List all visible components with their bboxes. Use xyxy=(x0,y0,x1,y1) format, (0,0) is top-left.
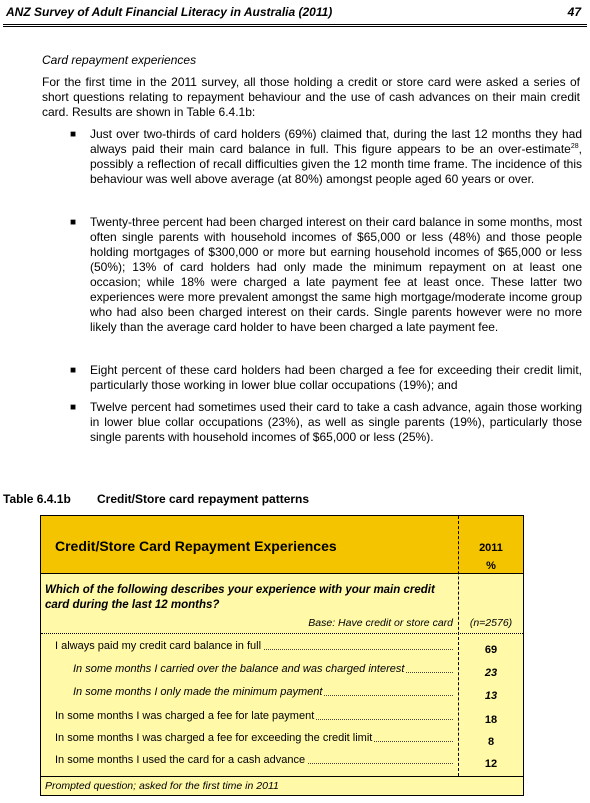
row-value: 69 xyxy=(484,644,498,656)
row-label: In some months I only made the minimum payment xyxy=(73,686,323,698)
row-value: 23 xyxy=(484,667,498,679)
document-title: ANZ Survey of Adult Financial Literacy in Australia (2011) xyxy=(6,5,333,19)
table-row xyxy=(41,730,523,750)
table-row xyxy=(41,661,523,681)
row-label: In some months I used the card for a cash advance xyxy=(55,754,306,766)
bullet-marker: ■ xyxy=(70,402,77,413)
table-row xyxy=(41,752,523,772)
row-label: In some months I was charged a fee for exceeding the credit limit xyxy=(55,732,373,744)
bullet-text: Eight percent of these card holders had been charged a fee for exceeding their credit limit, particularly those working in lower blue collar occupations (19%); and xyxy=(90,363,582,392)
table-caption xyxy=(3,492,309,506)
table-title: Credit/Store Card Repayment Experiences xyxy=(55,538,337,554)
row-label: In some months I carried over the balance and was charged interest xyxy=(73,663,405,675)
base-value: (n=2576) xyxy=(469,617,513,629)
row-label: I always paid my credit card balance in full xyxy=(55,640,262,652)
bullet-text: Twenty-three percent had been charged interest on their card balance in some months, most often single parents with household incomes of $65,000 or less (48%) and those people holding mortgages of $300,000 or more but earning household incomes of $65,000 or less (50%); 13% of card holders had only made the minimum repayment on at least one occasion; while 18% were charged a late payment fee at least once. These latter two experiences were more prevalent amongst the same high mortgage/moderate income group who had also been charged interest on their cards. Single parents however were no more likely than the average card holder to have been charged a late payment fee. xyxy=(90,215,582,334)
table-row xyxy=(41,638,523,658)
header-rule xyxy=(3,24,587,27)
page-number: 47 xyxy=(567,5,581,19)
bullet-text-part: Just over two-thirds of card holders (69%) claimed that, during the last 12 months they had always paid their main card balance in full. This figure appears to be an over-estimate xyxy=(90,127,582,156)
data-table xyxy=(40,515,524,796)
column-year: 2011 xyxy=(479,542,503,554)
bullet-marker: ■ xyxy=(70,217,77,228)
footnote-ref: 28 xyxy=(570,143,579,150)
column-unit: % xyxy=(486,560,496,572)
table-header xyxy=(41,516,523,574)
base-rule xyxy=(41,633,523,634)
row-value: 12 xyxy=(484,758,498,770)
bullet-text xyxy=(90,127,582,187)
row-value: 8 xyxy=(487,736,495,748)
table-row xyxy=(41,708,523,728)
section-heading: Card repayment experiences xyxy=(42,53,197,67)
survey-question: Which of the following describes your experience with your main credit card during the last 12 months? xyxy=(45,584,435,611)
table-number: Table 6.4.1b xyxy=(3,492,71,506)
bullet-marker: ■ xyxy=(70,129,77,140)
page-header xyxy=(3,2,587,24)
intro-paragraph: For the first time in the 2011 survey, all those holding a credit or store card were asked a series of short questions relating to repayment behaviour and the use of cash advances on their main credit card. Results are shown in Table 6.4.1b: xyxy=(42,75,580,119)
base-label: Base: Have credit or store card xyxy=(308,617,453,629)
table-row xyxy=(41,684,523,704)
bullet-marker: ■ xyxy=(70,365,77,376)
table-caption-title: Credit/Store card repayment patterns xyxy=(97,492,310,506)
row-value: 18 xyxy=(484,714,498,726)
row-value: 13 xyxy=(484,690,498,702)
bullet-text-part: , possibly a reflection of recall difficulties given the 12 month time frame. The incidence of this behaviour was well above average (at 80%) amongst people aged 60 years or over. xyxy=(90,142,582,186)
row-label: In some months I was charged a fee for late payment xyxy=(55,710,315,722)
bullet-text: Twelve percent had sometimes used their card to take a cash advance, again those working in lower blue collar occupations (23%), as well as single parents (19%), particularly those single parents with household incomes of $65,000 or less (25%). xyxy=(90,400,582,444)
footnote-rule xyxy=(41,776,523,777)
table-footnote: Prompted question; asked for the first time in 2011 xyxy=(45,780,279,792)
